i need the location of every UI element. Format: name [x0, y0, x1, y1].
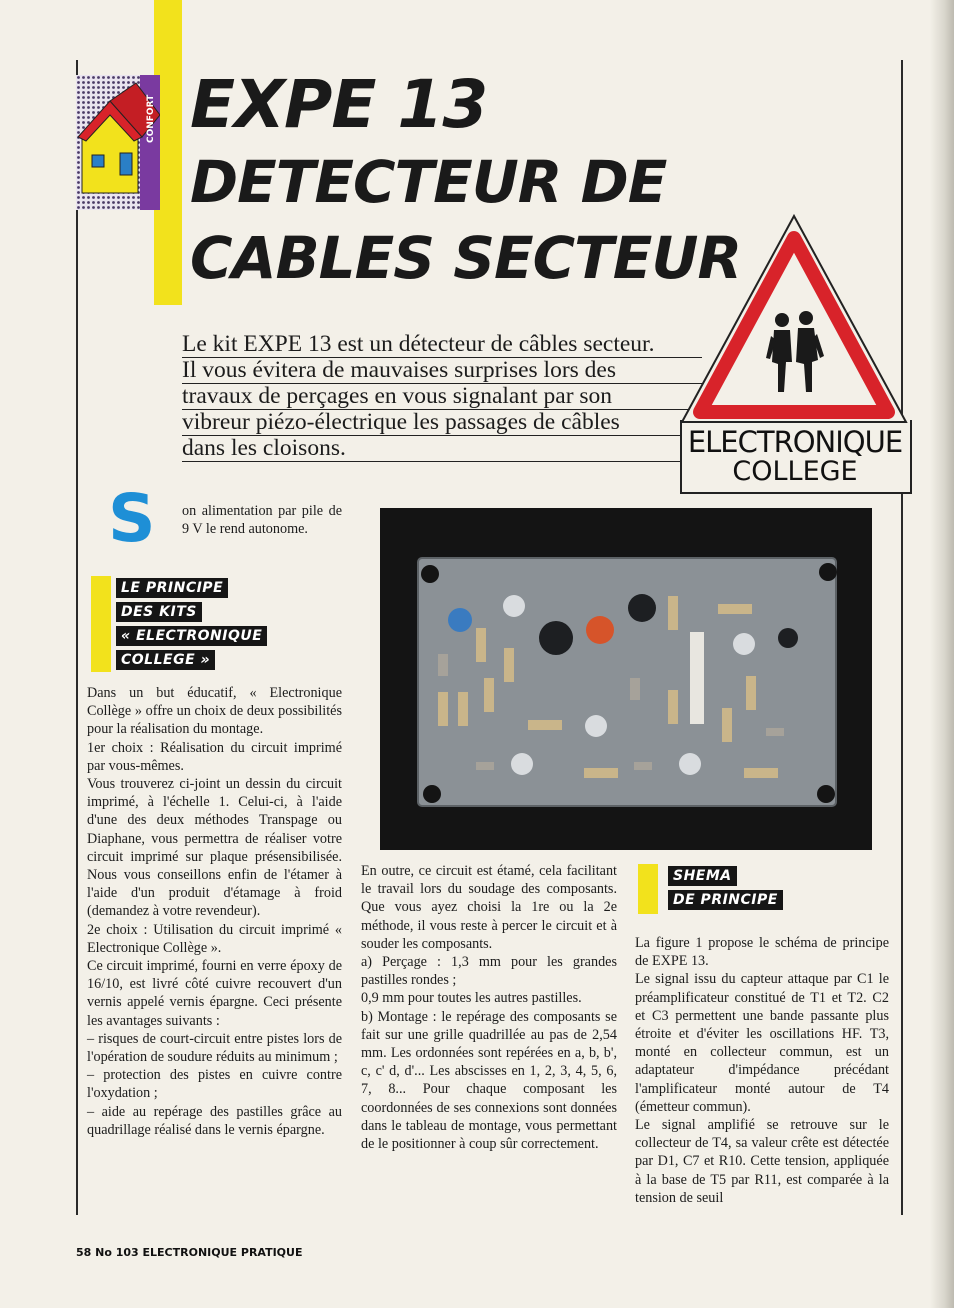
col1-paragraph: Dans un but éducatif, « Electronique Collège » offre un choix de deux possibilités pour la réalisation du montage.: [87, 685, 342, 738]
page-footer: 58 No 103 ELECTRONIQUE PRATIQUE: [76, 1246, 303, 1259]
col3-paragraph: La figure 1 propose le schéma de principe de EXPE 13.: [635, 935, 889, 970]
dropcap-text: on alimentation par pile de 9 V le rend autonome.: [182, 503, 342, 538]
section1-tag-1: LE PRINCIPE: [116, 578, 228, 598]
dropcap-paragraph: [182, 502, 342, 538]
section1-tag-2: DES KITS: [116, 602, 202, 622]
col3-paragraph: Le signal amplifié se retrouve sur le collecteur de T4, sa valeur crête est détectée par D1, C7 et R10. Cette tension, appliquée à la base de T5 par R11, est comparée à la tension de seuil: [635, 1117, 889, 1206]
section2-heading: [668, 866, 783, 914]
page-edge-shadow: [930, 0, 954, 1308]
intro-line-3: travaux de perçages en vous signalant par son: [182, 383, 702, 410]
section2-accent-bar: [638, 864, 658, 914]
col1-paragraph: – risques de court-circuit entre pistes lors de l'opération de soudure réduits au minimum ;: [87, 1030, 342, 1066]
section1-heading: [116, 578, 267, 674]
intro-line-1: Le kit EXPE 13 est un détecteur de câbles secteur.: [182, 331, 702, 358]
col1-paragraph: 2e choix : Utilisation du circuit imprimé « Electronique Collège ».: [87, 921, 342, 956]
col1-paragraph: 1er choix : Réalisation du circuit imprimé par vous-mêmes.: [87, 739, 342, 774]
column-2: [361, 862, 617, 1153]
section2-tag-2: DE PRINCIPE: [668, 890, 783, 910]
col2-paragraph: En outre, ce circuit est étamé, cela facilitant le travail lors du soudage des composants. Que vous ayez choisi la 1re ou la 2e méthode, il vous reste à percer le circuit et à souder les composants.: [361, 863, 617, 952]
col1-paragraph: – aide au repérage des pastilles grâce au quadrillage réalisé dans le vernis épargne.: [87, 1103, 342, 1138]
confort-logo: [76, 75, 160, 210]
section2-tag-1: SHEMA: [668, 866, 737, 886]
badge-line-1: ELECTRONIQUE: [687, 425, 903, 459]
section1-tag-4: COLLEGE »: [116, 650, 215, 670]
column-1: [87, 684, 342, 1139]
col2-paragraph: a) Perçage : 1,3 mm pour les grandes pastilles rondes ;: [361, 954, 617, 989]
col2-paragraph: 0,9 mm pour toutes les autres pastilles.: [361, 990, 582, 1007]
badge-line-2: COLLEGE: [732, 456, 858, 487]
drop-cap: S: [108, 480, 156, 557]
col3-paragraph: Le signal issu du capteur attaque par C1 le préamplificateur constitué de T1 et T2. C2 et C3 permettent une bande passante plus étroite et d'éviter les oscillations HF. T3, monté en collecteur commun, est un adaptateur d'impédance précédant l'amplificateur monté autour de T4 (émetteur commun).: [635, 971, 889, 1115]
circuit-board-photo: [380, 508, 872, 850]
title-line-2: DETECTEUR DE: [190, 148, 667, 216]
left-rule: [76, 60, 78, 1215]
col1-paragraph: Ce circuit imprimé, fourni en verre époxy de 16/10, est livré côté cuivre recouvert d'un vernis appelé vernis épargne. Ceci présente les avantages suivants :: [87, 958, 342, 1029]
col1-paragraph: – protection des pistes en cuivre contre l'oxydation ;: [87, 1067, 342, 1102]
col1-paragraph: Vous trouverez ci-joint un dessin du circuit imprimé, à l'échelle 1. Celui-ci, à l'aide d'une des deux méthodes Transpage ou Diaphane, vous permettra de réaliser votre circuit imprimé sur plaque présensibilisée. Nous vous conseillons enfin de l'étamer à l'aide d'un produit d'étamage à froid (demandez à votre revendeur).: [87, 776, 342, 920]
col2-paragraph: b) Montage : le repérage des composants se fait sur une grille quadrillée au pas de 2,54 mm. Les ordonnées sont repérées en a, b, b', c, c' d, d'... Les abscisses en 1, 2, 3, 4, 5, 6, 7, 8... Pour chaque composant les coordonnées de ses connexions sont données dans le tableau de montage, vous permettant de le positionner à coup sûr correctement.: [361, 1008, 617, 1153]
intro-line-4: vibreur piézo-électrique les passages de câbles: [182, 409, 682, 436]
confort-label: CONFORT: [146, 94, 156, 143]
title-line-3: CABLES SECTEUR: [190, 224, 742, 292]
title-line-1: EXPE 13: [190, 66, 488, 143]
intro-line-2: Il vous évitera de mauvaises surprises lors des: [182, 357, 702, 384]
section1-tag-3: « ELECTRONIQUE: [116, 626, 267, 646]
intro-line-5: dans les cloisons.: [182, 435, 682, 462]
column-3: [635, 934, 889, 1207]
section1-accent-bar: [91, 576, 111, 672]
